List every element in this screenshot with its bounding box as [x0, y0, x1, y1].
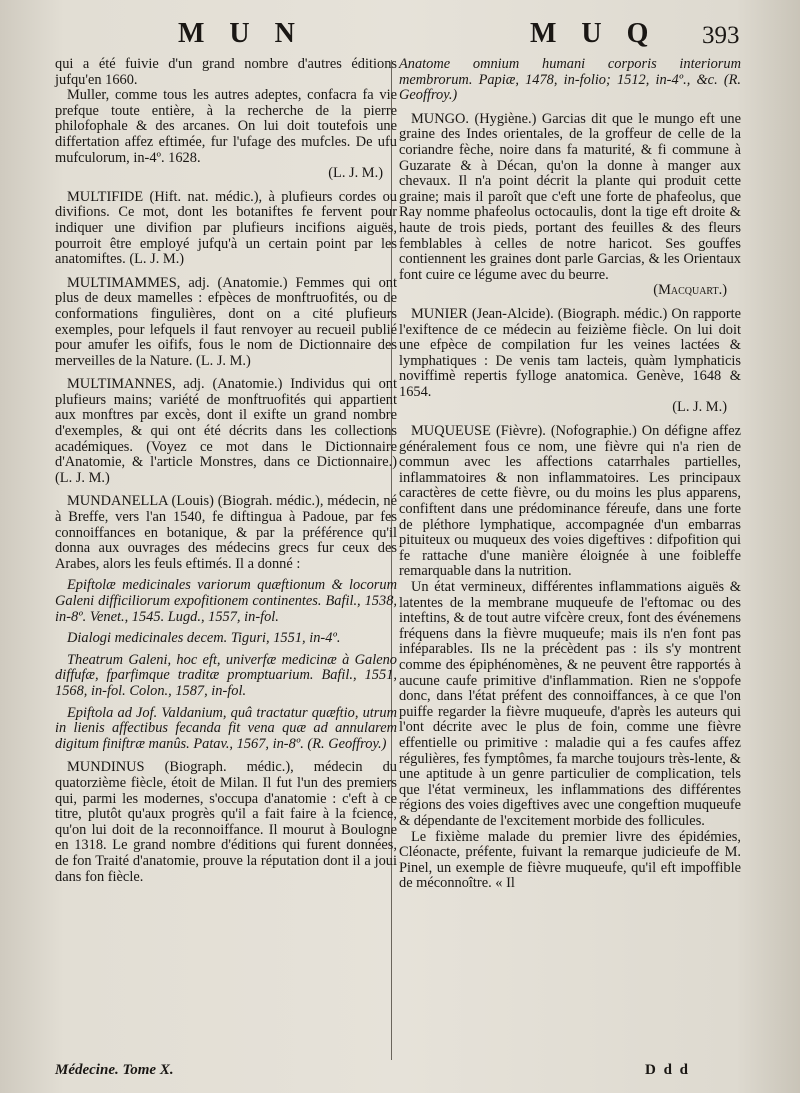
- entry-mundinus: MUNDINUS (Biograph. médic.), médecin du quatorzième fiècle, étoit de Milan. Il fut l'un des premiers qui, parmi les modernes, s'occupa d'anatomie : c'eft à ce titre, plutôt qu'aux progrès qu'il a fait faire à la fcience, qu'on lui doit de la reconnoiffance. Il mourut à Boulogne en 1318. Le grand nombre d'éditions qui furent données, de fon Traité d'anatomie, prouve la réputation dont il a joui dans fon fiècle.: [55, 759, 397, 885]
- entry-multimammes: MULTIMAMMES, adj. (Anatomie.) Femmes qui ont plus de deux mamelles : efpèces de monftruofités, ou de conformations fingulières, dont on a cité plufieurs exemples, pour lefquels il faut renvoyer au recueil publié pour amufer les oififs, fous le nom de Dictionnaire des merveilles de la Nature. (L. J. M.): [55, 274, 397, 369]
- running-header: [0, 18, 800, 52]
- entry-multimannes: MULTIMANNES, adj. (Anatomie.) Individus qui ont plufieurs mains; variété de monftruofités qui appartient aux monftres par excès, dont il exifte un grand nombre d'exemples, & qui ont été décrits dans les collections académiques. (Voyez ce mot dans le Dictionnaire d'Anatomie, & l'article Monstres, dans ce Dictionnaire.) (L. J. M.): [55, 376, 397, 486]
- entry-munier: MUNIER (Jean-Alcide). (Biograph. médic.) On rapporte l'exiftence de ce médecin au feizième fiècle. On lui doit une efpèce de compilation fur les veines lactées & lymphatiques : De venis tam lacteis, quàm lymphaticis noviffimè repertis fylloge anatomica. Genève, 1648 & 1654.: [399, 305, 741, 400]
- paragraph: Un état vermineux, différentes inflammations aiguës & latentes de la membrane muqueufe de l'eftomac ou des inteftins, & de tout autre vifcère creux, font des événemens fréquens dans la fièvre muqueufe; mais ils n'en font pas inféparables. Ils ne la précèdent pas : ils s'y montrent comme des épiphénomènes, & ne peuvent être rapportés à aucune caufe primitive d'inflammation. Rien ne s'oppofe donc, dans l'état préfent des connoiffances, à ce que l'on puiffe regarder la fièvre muqueufe, d'après les auteurs qui l'ont décrite avec le plus de foin, comme une fièvre effentielle ou primitive : maladie qui a fes caufes affez régulières, fes fymptômes, fa marche toujours très-lente, & une aptitude à un genre particulier de complication, tels que l'état vermineux, les inflammations des différentes régions des voies digeftives avec une congeftion muqueufe & dépendante de l'excitement morbide des follicules.: [399, 579, 741, 829]
- bibliography-item: Anatome omnium humani corporis interiorum membrorum. Papiæ, 1478, in-folio; 1512, in-4º., &c. (R. Geoffroy.): [399, 56, 741, 104]
- paragraph: Le fixième malade du premier livre des épidémies, Cléonacte, préfente, fuivant la remarque judicieufe de M. Pinel, un exemple de fièvre muqueufe, qu'il eft impoffible de méconnoître. « Il: [399, 828, 741, 892]
- entry-muqueuse: MUQUEUSE (Fièvre). (Nofographie.) On défigne affez généralement fous ce nom, une fièvre qui n'a rien de commun avec les affections catarrhales partielles, inflammatoires & non inflammatoires. Les principaux caractères de cette fièvre, ou du moins les plus apparens, confiftent dans une prédominance féreufe, dans une forte de pléthore lymphatique, accompagnée d'un embarras pituiteux ou muqueux des voies digeftives : difpofition qui fe rattache d'une manière éloignée à une foibleffe remarquable dans la nutrition.: [399, 423, 741, 580]
- left-running-head: M U N: [178, 18, 304, 49]
- page-footer: [55, 1062, 745, 1082]
- left-column: [55, 57, 397, 885]
- author-signature: (L. J. M.): [328, 165, 383, 182]
- entry-mungo: MUNGO. (Hygiène.) Garcias dit que le mungo eft une graine des Indes orientales, de la groffeur de celle de la coriandre fèche, noire dans fa maturité, & fi commune à Guzarate & à Décan, qu'on la donne à manger aux chevaux. Il n'a point décrit la plante qui produit cette graine; mais il paroît que c'eft une forte de phafeolus, que Ray nomme phafeolus octocaulis, dont la tige eft droite & haute de trois pieds, portant des feuilles & des fleurs femblables à celles de notre haricot. Ses gouffes contiennent les graines dont parle Garcias, & les Orientaux font cuire ce légume avec du beurre.: [399, 110, 741, 283]
- right-running-head: M U Q: [530, 18, 658, 49]
- page-number: 393: [702, 22, 740, 49]
- bibliography-item: Theatrum Galeni, hoc eft, univerfæ medicinæ à Galeno diffufæ, fparfimque traditæ promptuarium. Bafil., 1551, 1568, in-fol. Colon., 1587, in-fol.: [55, 651, 397, 699]
- bibliography-item: Epiftola ad Jof. Valdanium, quâ tractatur quæftio, utrum in lienis affectibus fecanda fit vena quæ ad annularem digitum finiftræ manûs. Patav., 1567, in-8º. (R. Geoffroy.): [55, 704, 397, 752]
- entry-mundanella: MUNDANELLA (Louis) (Biograh. médic.), médecin, né à Breffe, vers l'an 1540, fe diftingua à Padoue, par fes connoiffances en botanique, & par la préférence qu'il donna aux ouvrages des médecins grecs fur ceux des Arabes, alors les feuls eftimés. Il a donné :: [55, 493, 397, 572]
- signature-mark: D d d: [645, 1062, 691, 1078]
- author-signature: (L. J. M.): [672, 399, 727, 416]
- bibliography-item: Dialogi medicinales decem. Tiguri, 1551, in-4º.: [67, 630, 341, 647]
- signature-label: Médecine. Tome X.: [55, 1062, 174, 1078]
- paragraph: qui a été fuivie d'un grand nombre d'autres éditions jufqu'en 1660.: [55, 56, 397, 88]
- bibliography-item: Epiftolæ medicinales variorum quæftionum & locorum Galeni difficiliorum expofitionem continentes. Bafil., 1538, in-8º. Venet., 1545. Lugd., 1557, in-fol.: [55, 577, 397, 625]
- entry-multifide: MULTIFIDE (Hift. nat. médic.), à plufieurs cordes ou divifions. Ce mot, dont les botaniftes fe fervent pour indiquer une divifion par plufieurs incifions aiguës, pourroit être employé jufqu'à un certain point par les anatomiftes. (L. J. M.): [55, 188, 397, 268]
- paragraph: Muller, comme tous les autres adeptes, confacra fa vie prefque toute entière, à la recherche de la pierre philofophale & des arcanes. On lui doit toutefois une differtation affez eftimée, fur l'ufage des mufcles. De ufu mufculorum, in-4º. 1628.: [55, 87, 397, 166]
- author-signature: (Macquart.): [653, 282, 727, 299]
- right-column: [399, 57, 741, 892]
